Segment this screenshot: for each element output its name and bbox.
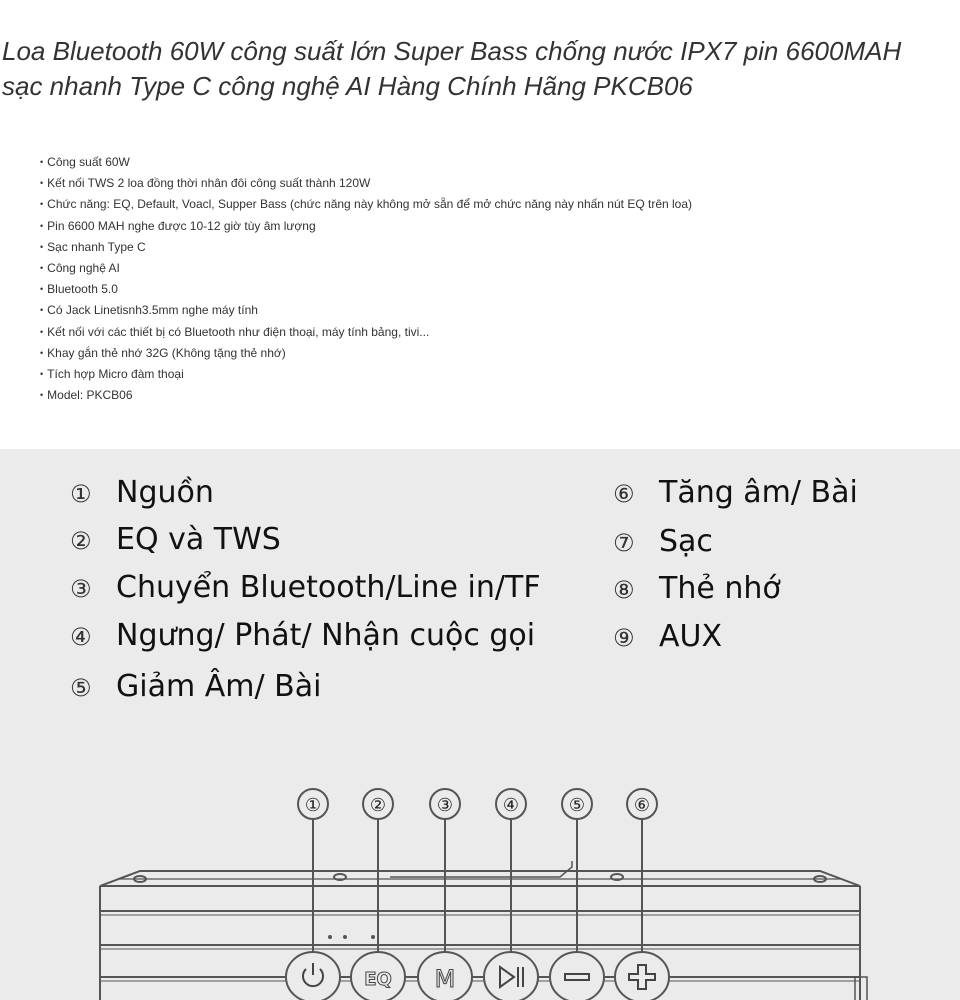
feature-item: • Pin 6600 MAH nghe được 10-12 giờ tùy âm lượng: [40, 216, 692, 237]
feature-item: • Chức năng: EQ, Default, Voacl, Supper Bass (chức năng này không mở sẵn để mở chức năng này nhấn nút EQ trên loa): [40, 194, 692, 215]
legend-label: AUX: [659, 619, 723, 654]
legend-item-play-pause: [70, 618, 535, 653]
callout-number: ②: [369, 795, 387, 816]
feature-item: • Sạc nhanh Type C: [40, 237, 692, 258]
callout-number: ④: [502, 795, 520, 816]
legend-label: Giảm Âm/ Bài: [116, 669, 322, 704]
legend-item-charge: [613, 524, 713, 559]
volume-down-button: [550, 952, 604, 1000]
product-title: Loa Bluetooth 60W công suất lớn Super Bass chống nước IPX7 pin 6600MAH sạc nhanh Type C công nghệ AI Hàng Chính Hãng PKCB06: [2, 36, 902, 101]
eq-icon: EQ: [364, 969, 392, 990]
legend-item-volume-up: [613, 475, 858, 510]
feature-item: • Bluetooth 5.0: [40, 279, 692, 300]
legend-number: ⑨: [613, 624, 635, 652]
legend-label: Tăng âm/ Bài: [659, 475, 858, 510]
legend-item-volume-down: [70, 669, 321, 704]
feature-item: • Model: PKCB06: [40, 385, 692, 406]
feature-item: • Kết nối TWS 2 loa đồng thời nhân đôi công suất thành 120W: [40, 173, 692, 194]
legend-number: ①: [70, 480, 92, 508]
legend-item-aux: [613, 619, 722, 654]
legend-label: Sạc: [659, 524, 713, 559]
power-button: [286, 952, 340, 1000]
feature-item: • Tích hợp Micro đàm thoại: [40, 364, 692, 385]
feature-item: • Kết nối với các thiết bị có Bluetooth như điện thoại, máy tính bảng, tivi...: [40, 322, 692, 343]
legend-item-power: [70, 475, 214, 510]
legend-number: ③: [70, 575, 92, 603]
legend-label: Nguồn: [116, 475, 214, 510]
volume-up-button: [615, 952, 669, 1000]
feature-item: • Khay gắn thẻ nhớ 32G (Không tặng thẻ nhớ): [40, 343, 692, 364]
legend-number: ②: [70, 527, 92, 555]
feature-item: • Công suất 60W: [40, 152, 692, 173]
legend-number: ④: [70, 623, 92, 651]
mode-icon: M: [434, 965, 456, 993]
legend-item-eq-tws: [70, 522, 281, 557]
callout-number: ①: [304, 795, 322, 816]
feature-item: • Có Jack Linetisnh3.5mm nghe máy tính: [40, 300, 692, 321]
speaker-top-view: [0, 749, 960, 1000]
legend-label: EQ và TWS: [116, 522, 281, 557]
legend-item-mode: [70, 570, 541, 605]
legend-number: ⑥: [613, 480, 635, 508]
legend-number: ⑦: [613, 529, 635, 557]
feature-list: [40, 152, 692, 406]
callout-number: ⑤: [568, 795, 586, 816]
legend-label: Ngưng/ Phát/ Nhận cuộc gọi: [116, 618, 536, 653]
legend-label: Chuyển Bluetooth/Line in/TF: [116, 570, 541, 605]
callout-number: ③: [436, 795, 454, 816]
legend-item-memory-card: [613, 571, 781, 606]
legend-number: ⑤: [70, 674, 92, 702]
feature-item: • Công nghệ AI: [40, 258, 692, 279]
legend-label: Thẻ nhớ: [659, 571, 781, 606]
callout-number: ⑥: [633, 795, 651, 816]
legend-number: ⑧: [613, 576, 635, 604]
controls-diagram: [0, 449, 960, 1000]
